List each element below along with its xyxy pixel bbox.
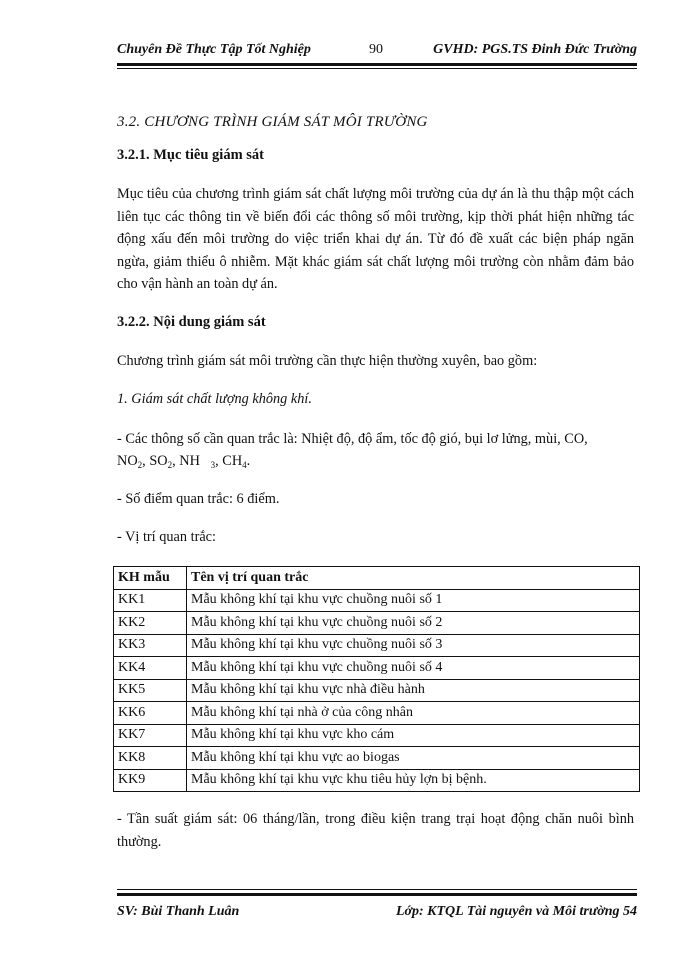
header-title: Chuyên Đề Thực Tập Tốt Nghiệp	[117, 42, 311, 57]
page-header	[117, 40, 637, 62]
sample-code: KK4	[114, 657, 187, 680]
footer-rule-thick	[117, 893, 637, 896]
table-row	[114, 634, 640, 657]
header-rule-thin	[117, 68, 637, 69]
location-name: Mẫu không khí tại khu vực chuồng nuôi số 4	[187, 657, 640, 680]
goals-paragraph: Mục tiêu của chương trình giám sát chất lượng môi trường của dự án là thu thập một cách liên tục các thông tin về biến đổi các thông số môi trường, kịp thời phát hiện những tác động xấu đến môi trường do việc triển khai dự án. Từ đó đề xuất các biện pháp ngăn ngừa, giảm thiểu ô nhiễm. Mặt khác giám sát chất lượng môi trường còn nhằm đảm bảo cho vận hành an toàn dự án.	[117, 186, 634, 292]
location-name: Mẫu không khí tại khu vực khu tiêu hủy lợn bị bệnh.	[187, 769, 640, 792]
location-name: Mẫu không khí tại khu vực kho cám	[187, 724, 640, 747]
formula-ch4: $CH_4$.	[222, 453, 251, 470]
monitoring-points: - Số điểm quan trắc: 6 điểm.	[117, 491, 280, 507]
table-header-location: Tên vị trí quan trắc	[187, 567, 640, 590]
table-row	[114, 747, 640, 770]
subsection-title-content: 3.2.2. Nội dung giám sát	[117, 314, 266, 330]
table-header-code: KH mẫu	[114, 567, 187, 590]
section-title: 3.2. CHƯƠNG TRÌNH GIÁM SÁT MÔI TRƯỜNG	[117, 114, 428, 130]
table-row	[114, 657, 640, 680]
table-row	[114, 702, 640, 725]
sample-code: KK3	[114, 634, 187, 657]
sample-code: KK7	[114, 724, 187, 747]
subsection-title-goals: 3.2.1. Mục tiêu giám sát	[117, 147, 264, 163]
location-label: - Vị trí quan trắc:	[117, 529, 216, 545]
header-rule-thick	[117, 63, 637, 66]
content-intro: Chương trình giám sát môi trường cần thực hiện thường xuyên, bao gồm:	[117, 353, 538, 369]
sample-code: KK1	[114, 589, 187, 612]
monitoring-location-table	[113, 566, 640, 792]
location-name: Mẫu không khí tại khu vực chuồng nuôi số 1	[187, 589, 640, 612]
page-number: 90	[369, 42, 383, 57]
table-row	[114, 724, 640, 747]
frequency-paragraph: - Tần suất giám sát: 06 tháng/lần, trong điều kiện trang trại hoạt động chăn nuôi bình thường.	[117, 811, 634, 850]
sample-code: KK9	[114, 769, 187, 792]
location-name: Mẫu không khí tại khu vực chuồng nuôi số 3	[187, 634, 640, 657]
table-row	[114, 769, 640, 792]
formula-nh3: NH $_3$	[179, 453, 216, 470]
footer-rule-thin	[117, 889, 637, 890]
formula-so2: $SO_2$	[149, 453, 173, 470]
location-name: Mẫu không khí tại khu vực ao biogas	[187, 747, 640, 770]
sample-code: KK5	[114, 679, 187, 702]
location-name: Mẫu không khí tại khu vực nhà điều hành	[187, 679, 640, 702]
item-air-quality-title: 1. Giám sát chất lượng không khí.	[117, 391, 312, 407]
parameters-line: - Các thông số cần quan trắc là: Nhiệt độ, độ ẩm, tốc độ gió, bụi lơ lửng, mùi, CO,	[117, 431, 588, 447]
header-advisor: GVHD: PGS.TS Đinh Đức Trường	[433, 42, 637, 57]
table-header-row	[114, 567, 640, 590]
location-name: Mẫu không khí tại nhà ở của công nhân	[187, 702, 640, 725]
page-footer	[117, 904, 637, 924]
table-row	[114, 612, 640, 635]
table-row	[114, 589, 640, 612]
sample-code: KK2	[114, 612, 187, 635]
footer-class: Lớp: KTQL Tài nguyên và Môi trường 54	[395, 904, 637, 919]
location-name: Mẫu không khí tại khu vực chuồng nuôi số 2	[187, 612, 640, 635]
formula-no2: $NO_2$	[117, 453, 143, 470]
footer-student: SV: Bùi Thanh Luân	[117, 904, 240, 919]
sample-code: KK8	[114, 747, 187, 770]
table-row	[114, 679, 640, 702]
parameters-formulas: $NO_2$, $SO_2$, NH $_3$, $CH_4$.	[117, 453, 251, 470]
sample-code: KK6	[114, 702, 187, 725]
